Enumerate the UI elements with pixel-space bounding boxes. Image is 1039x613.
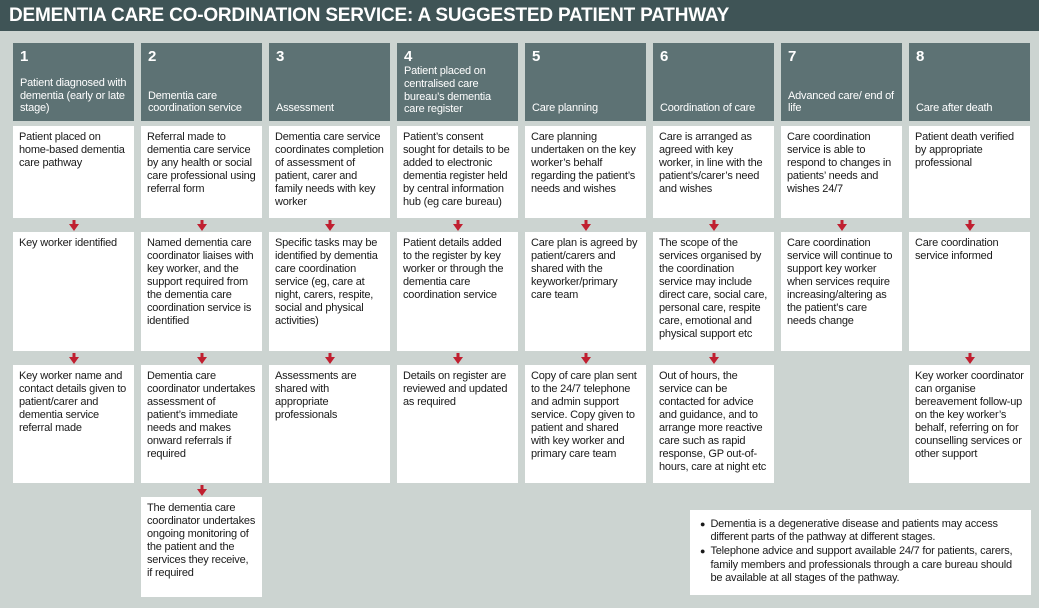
stage-heading: Assessment — [276, 102, 334, 115]
step-box: Care planning undertaken on the key worker’s behalf regarding the patient’s needs and wishes — [525, 126, 646, 218]
footnote-text: Telephone advice and support available 24/7 for patients, carers, family members and professionals through a care bureau should be available at all stages of the pathway. — [710, 545, 1013, 584]
bullet-icon: ● — [700, 519, 706, 529]
stage-column-2 — [141, 43, 262, 597]
footnote-text: Dementia is a degenerative disease and patients may access different parts of the pathway at different stages. — [710, 518, 998, 544]
down-arrow-icon — [397, 351, 518, 365]
bottom-margin-strip — [0, 608, 1039, 613]
stage-3-header — [269, 43, 390, 121]
step-box: Care is arranged as agreed with key worker, in line with the patient’s/carer’s need and wishes — [653, 126, 774, 218]
stage-7-header — [781, 43, 902, 121]
step-box: Dementia care service coordinates completion of assessment of patient, carer and family needs with key worker — [269, 126, 390, 218]
stage-column-1 — [13, 43, 134, 597]
stage-number: 8 — [916, 48, 925, 65]
footnote-item — [700, 545, 1021, 585]
step-box: Key worker identified — [13, 232, 134, 351]
stage-heading: Care after death — [916, 102, 993, 115]
down-arrow-icon — [13, 351, 134, 365]
step-box: Copy of care plan sent to the 24/7 telephone and admin support service. Copy given to patient and shared with key worker and primary care team — [525, 365, 646, 483]
stage-column-5 — [525, 43, 646, 597]
down-arrow-icon — [269, 218, 390, 232]
step-box: Patient’s consent sought for details to be added to electronic dementia register held by central information hub (eg care bureau) — [397, 126, 518, 218]
step-box: Out of hours, the service can be contacted for advice and guidance, and to arrange more reactive care such as rapid response, GP out-of-hours, care at night etc — [653, 365, 774, 483]
stage-column-4 — [397, 43, 518, 597]
step-box: Patient placed on home-based dementia care pathway — [13, 126, 134, 218]
down-arrow-icon — [141, 218, 262, 232]
step-box: Care coordination service informed — [909, 232, 1030, 351]
bullet-icon: ● — [700, 546, 706, 557]
down-arrow-icon — [909, 351, 1030, 365]
down-arrow-icon — [397, 218, 518, 232]
stage-heading: Coordination of care — [660, 102, 756, 115]
down-arrow-icon — [141, 351, 262, 365]
step-box: Assessments are shared with appropriate professionals — [269, 365, 390, 483]
step-box: The scope of the services organised by the coordination service may include direct care, social care, personal care, respite care, emotional and physical support etc — [653, 232, 774, 351]
down-arrow-icon — [13, 218, 134, 232]
down-arrow-icon — [909, 218, 1030, 232]
step-box: Care coordination service is able to respond to changes in patients’ needs and wishes 24/7 — [781, 126, 902, 218]
stage-number: 1 — [20, 48, 29, 65]
step-box: Care coordination service will continue to support key worker when services require increasing/altering as the patient’s care needs change — [781, 232, 902, 351]
down-arrow-icon — [653, 218, 774, 232]
step-box: Dementia care coordinator undertakes assessment of patient’s immediate needs and makes onward referrals if required — [141, 365, 262, 483]
step-box: Care plan is agreed by patient/carers and shared with the keyworker/primary care team — [525, 232, 646, 351]
step-box: Referral made to dementia care service by any health or social care professional using referral form — [141, 126, 262, 218]
step-box: Specific tasks may be identified by dementia care coordination service (eg, care at night, carers, respite, social and physical activities) — [269, 232, 390, 351]
down-arrow-icon — [141, 483, 262, 497]
stage-number: 5 — [532, 48, 541, 65]
step-box: Patient details added to the register by key worker or through the dementia care coordination service — [397, 232, 518, 351]
stage-number: 3 — [276, 48, 285, 65]
step-box: Named dementia care coordinator liaises with key worker, and the support required from the dementia care coordination service is identified — [141, 232, 262, 351]
down-arrow-icon — [525, 351, 646, 365]
stage-5-header — [525, 43, 646, 121]
stage-heading: Patient placed on centralised care bureau’s dementia care register — [404, 65, 491, 116]
down-arrow-icon — [269, 351, 390, 365]
page-title: DEMENTIA CARE CO-ORDINATION SERVICE: A SUGGESTED PATIENT PATHWAY — [0, 0, 1039, 31]
stage-4-header — [397, 43, 518, 121]
stage-column-3 — [269, 43, 390, 597]
step-box: Patient death verified by appropriate professional — [909, 126, 1030, 218]
stage-heading: Dementia care coordination service — [148, 89, 242, 115]
stage-8-header — [909, 43, 1030, 121]
stage-number: 7 — [788, 48, 797, 65]
down-arrow-icon — [525, 218, 646, 232]
step-box: Key worker coordinator can organise bereavement follow-up on the key worker’s behalf, referring on for counselling services or other support — [909, 365, 1030, 483]
step-box: Details on register are reviewed and updated as required — [397, 365, 518, 483]
stage-2-header — [141, 43, 262, 121]
stage-number: 6 — [660, 48, 669, 65]
stage-heading: Advanced care/ end of life — [788, 89, 894, 115]
step-box: The dementia care coordinator undertakes ongoing monitoring of the patient and the services they receive, if required — [141, 497, 262, 597]
stage-1-header — [13, 43, 134, 121]
footnote-item — [700, 518, 1021, 544]
down-arrow-icon — [653, 351, 774, 365]
step-box: Key worker name and contact details given to patient/carer and dementia service referral made — [13, 365, 134, 483]
footnotes-box — [690, 510, 1031, 595]
stage-heading: Care planning — [532, 102, 598, 115]
stage-number: 4 — [404, 48, 413, 65]
stage-6-header — [653, 43, 774, 121]
down-arrow-icon — [781, 218, 902, 232]
stage-number: 2 — [148, 48, 157, 65]
stage-heading: Patient diagnosed with dementia (early or late stage) — [20, 76, 127, 115]
